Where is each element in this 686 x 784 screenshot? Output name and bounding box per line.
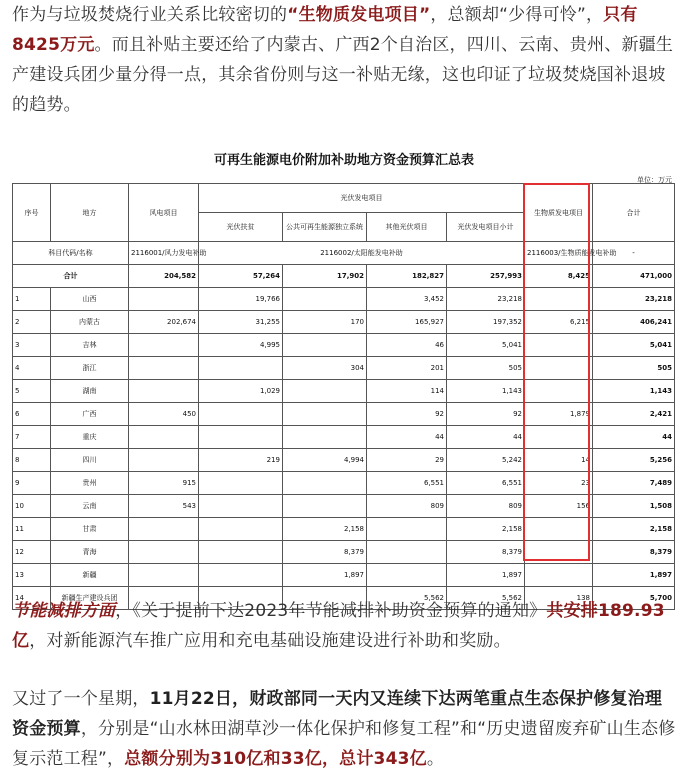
table-row [13, 426, 675, 449]
cell-no: 14 [13, 587, 51, 610]
cell-biomass: 14 [525, 449, 593, 472]
header-biomass: 生物质发电项目 [525, 184, 593, 242]
cell-public-grid [283, 426, 367, 449]
cell-other-pv: 6,551 [367, 472, 447, 495]
sum-biomass: 8,425 [525, 265, 593, 288]
cell-public-grid: 2,158 [283, 518, 367, 541]
cell-pv-subtotal: 6,551 [447, 472, 525, 495]
cell-region: 重庆 [51, 426, 129, 449]
cell-wind [129, 426, 199, 449]
cell-pv-subtotal: 505 [447, 357, 525, 380]
cell-public-grid [283, 288, 367, 311]
cell-biomass: 156 [525, 495, 593, 518]
cell-other-pv: 5,562 [367, 587, 447, 610]
cell-pv-subtotal: 8,379 [447, 541, 525, 564]
sum-row [13, 265, 675, 288]
text-span: 作为与垃圾焚烧行业关系比较密切的 [12, 5, 288, 25]
header-row-1 [13, 184, 675, 213]
cell-pv-poverty: 219 [199, 449, 283, 472]
highlight-biomass-project: “生物质发电项目” [287, 5, 431, 25]
cell-pv-poverty [199, 472, 283, 495]
code-row [13, 242, 675, 265]
intro-paragraph [12, 0, 676, 120]
cell-pv-subtotal: 23,218 [447, 288, 525, 311]
cell-total: 5,256 [593, 449, 675, 472]
cell-biomass [525, 357, 593, 380]
cell-total: 2,158 [593, 518, 675, 541]
table-row [13, 541, 675, 564]
cell-region: 广西 [51, 403, 129, 426]
budget-table [12, 183, 675, 610]
cell-pv-subtotal: 44 [447, 426, 525, 449]
table-row [13, 495, 675, 518]
header-pv-subtotal: 光伏发电项目小计 [447, 213, 525, 242]
cell-public-grid [283, 334, 367, 357]
cell-total: 1,143 [593, 380, 675, 403]
code-label: 科目代码/名称 [13, 242, 129, 265]
cell-region: 新疆 [51, 564, 129, 587]
cell-other-pv: 44 [367, 426, 447, 449]
header-region: 地方 [51, 184, 129, 242]
cell-region: 甘肃 [51, 518, 129, 541]
cell-wind [129, 288, 199, 311]
cell-region: 吉林 [51, 334, 129, 357]
cell-biomass [525, 288, 593, 311]
header-solar-group: 光伏发电项目 [199, 184, 525, 213]
cell-region: 四川 [51, 449, 129, 472]
cell-other-pv: 165,927 [367, 311, 447, 334]
cell-no: 13 [13, 564, 51, 587]
cell-pv-poverty [199, 403, 283, 426]
text-span: 又过了一个星期， [12, 689, 150, 709]
cell-no: 2 [13, 311, 51, 334]
cell-no: 11 [13, 518, 51, 541]
header-no: 序号 [13, 184, 51, 242]
cell-pv-subtotal: 5,242 [447, 449, 525, 472]
table-row [13, 311, 675, 334]
sum-pv-poverty: 57,264 [199, 265, 283, 288]
cell-pv-subtotal: 1,143 [447, 380, 525, 403]
cell-other-pv: 3,452 [367, 288, 447, 311]
cell-no: 8 [13, 449, 51, 472]
text-span: ，《关于提前下达2023年节能减排补助资金预算的通知》 [115, 601, 547, 621]
cell-no: 10 [13, 495, 51, 518]
sum-total: 471,000 [593, 265, 675, 288]
table-row [13, 472, 675, 495]
cell-pv-poverty: 31,255 [199, 311, 283, 334]
cell-public-grid: 1,897 [283, 564, 367, 587]
cell-pv-poverty [199, 541, 283, 564]
cell-public-grid [283, 472, 367, 495]
header-other-pv: 其他光伏项目 [367, 213, 447, 242]
cell-no: 4 [13, 357, 51, 380]
sum-wind: 204,582 [129, 265, 199, 288]
cell-total: 23,218 [593, 288, 675, 311]
cell-other-pv [367, 518, 447, 541]
cell-pv-subtotal: 92 [447, 403, 525, 426]
cell-region: 浙江 [51, 357, 129, 380]
cell-total: 5,041 [593, 334, 675, 357]
cell-other-pv: 46 [367, 334, 447, 357]
text-span: ，对新能源汽车推广应用和充电基础设施建设进行补助和奖励。 [29, 631, 511, 651]
cell-public-grid [283, 380, 367, 403]
cell-wind [129, 518, 199, 541]
table-row [13, 449, 675, 472]
highlight-amount: 总额分别为310亿和33亿，总计343亿 [124, 749, 427, 769]
cell-pv-poverty [199, 564, 283, 587]
cell-total: 505 [593, 357, 675, 380]
cell-total: 7,489 [593, 472, 675, 495]
cell-no: 9 [13, 472, 51, 495]
energy-saving-paragraph [12, 596, 676, 656]
cell-wind [129, 334, 199, 357]
budget-table-image [12, 135, 676, 602]
cell-pv-poverty [199, 426, 283, 449]
cell-pv-subtotal: 197,352 [447, 311, 525, 334]
cell-total: 1,508 [593, 495, 675, 518]
cell-region: 云南 [51, 495, 129, 518]
cell-total: 2,421 [593, 403, 675, 426]
cell-public-grid [283, 495, 367, 518]
cell-no: 12 [13, 541, 51, 564]
cell-no: 5 [13, 380, 51, 403]
text-span: ，总额却“少得可怜”， [430, 5, 604, 25]
cell-public-grid: 304 [283, 357, 367, 380]
cell-total: 5,700 [593, 587, 675, 610]
cell-total: 44 [593, 426, 675, 449]
cell-wind [129, 357, 199, 380]
table-row [13, 288, 675, 311]
highlight-date: 11月22日，财政部同一天内又连续下达两笔重点生态保护修复治理资金预算 [12, 689, 663, 739]
cell-biomass [525, 564, 593, 587]
cell-pv-poverty [199, 357, 283, 380]
cell-wind [129, 564, 199, 587]
table-row [13, 518, 675, 541]
cell-public-grid: 170 [283, 311, 367, 334]
ecology-paragraph [12, 684, 676, 774]
sum-public-grid: 17,902 [283, 265, 367, 288]
cell-region: 湖南 [51, 380, 129, 403]
cell-region: 山西 [51, 288, 129, 311]
table-row [13, 564, 675, 587]
text-span: 。而且补贴主要还给了内蒙古、广西2个自治区，四川、云南、贵州、新疆生产建设兵团少量分得一点，其余省份则与这一补贴无缘，这也印证了垃圾焚烧国补退坡的趋势。 [12, 35, 674, 115]
cell-other-pv [367, 564, 447, 587]
cell-no: 6 [13, 403, 51, 426]
cell-no: 3 [13, 334, 51, 357]
text-span: ，分别是“山水林田湖草沙一体化保护和修复工程”和“历史遗留废弃矿山生态修复示范工程”， [12, 719, 676, 769]
cell-pv-subtotal: 5,041 [447, 334, 525, 357]
cell-other-pv: 29 [367, 449, 447, 472]
cell-biomass: 138 [525, 587, 593, 610]
cell-biomass: 6,215 [525, 311, 593, 334]
header-public-grid: 公共可再生能源独立系统 [283, 213, 367, 242]
code-wind: 2116001/风力发电补助 [129, 242, 199, 265]
cell-biomass [525, 380, 593, 403]
section-lead: 节能减排方面 [12, 601, 116, 621]
cell-other-pv [367, 541, 447, 564]
cell-biomass: 1,879 [525, 403, 593, 426]
cell-biomass [525, 426, 593, 449]
header-wind: 风电项目 [129, 184, 199, 242]
highlight-amount: 只有8425万元 [12, 5, 638, 55]
cell-region: 内蒙古 [51, 311, 129, 334]
cell-pv-poverty: 19,766 [199, 288, 283, 311]
cell-wind [129, 541, 199, 564]
cell-public-grid: 4,994 [283, 449, 367, 472]
cell-total: 1,897 [593, 564, 675, 587]
cell-no: 7 [13, 426, 51, 449]
cell-biomass: 23 [525, 472, 593, 495]
cell-total: 406,241 [593, 311, 675, 334]
cell-pv-subtotal: 5,562 [447, 587, 525, 610]
table-title: 可再生能源电价附加补助地方资金预算汇总表 [213, 153, 474, 168]
cell-region: 青海 [51, 541, 129, 564]
sum-label: 合计 [13, 265, 129, 288]
code-solar: 2116002/太阳能发电补助 [199, 242, 525, 265]
table-row [13, 334, 675, 357]
cell-wind: 202,674 [129, 311, 199, 334]
code-biomass: 2116003/生物质能发电补助 [525, 242, 593, 265]
cell-biomass [525, 541, 593, 564]
sum-other-pv: 182,827 [367, 265, 447, 288]
cell-pv-poverty [199, 495, 283, 518]
cell-wind: 543 [129, 495, 199, 518]
cell-pv-subtotal: 2,158 [447, 518, 525, 541]
code-total: - [593, 242, 675, 265]
cell-pv-subtotal: 809 [447, 495, 525, 518]
cell-other-pv: 809 [367, 495, 447, 518]
cell-public-grid: 8,379 [283, 541, 367, 564]
cell-wind [129, 449, 199, 472]
cell-pv-poverty: 1,029 [199, 380, 283, 403]
cell-pv-poverty: 4,995 [199, 334, 283, 357]
cell-pv-subtotal: 1,897 [447, 564, 525, 587]
header-total: 合计 [593, 184, 675, 242]
header-pv-poverty: 光伏扶贫 [199, 213, 283, 242]
cell-pv-poverty [199, 518, 283, 541]
cell-biomass [525, 518, 593, 541]
cell-region: 新疆生产建设兵团 [51, 587, 129, 610]
cell-other-pv: 114 [367, 380, 447, 403]
cell-other-pv: 201 [367, 357, 447, 380]
cell-no: 1 [13, 288, 51, 311]
table-row [13, 380, 675, 403]
cell-wind [129, 380, 199, 403]
text-span: 。 [426, 749, 445, 769]
cell-public-grid [283, 403, 367, 426]
cell-other-pv: 92 [367, 403, 447, 426]
sum-pv-subtotal: 257,993 [447, 265, 525, 288]
cell-biomass [525, 334, 593, 357]
cell-total: 8,379 [593, 541, 675, 564]
table-row [13, 403, 675, 426]
table-unit: 单位：万元 [637, 176, 672, 184]
cell-wind: 915 [129, 472, 199, 495]
table-row [13, 357, 675, 380]
cell-wind: 450 [129, 403, 199, 426]
cell-region: 贵州 [51, 472, 129, 495]
highlight-amount: 共安排189.93亿 [12, 601, 665, 651]
